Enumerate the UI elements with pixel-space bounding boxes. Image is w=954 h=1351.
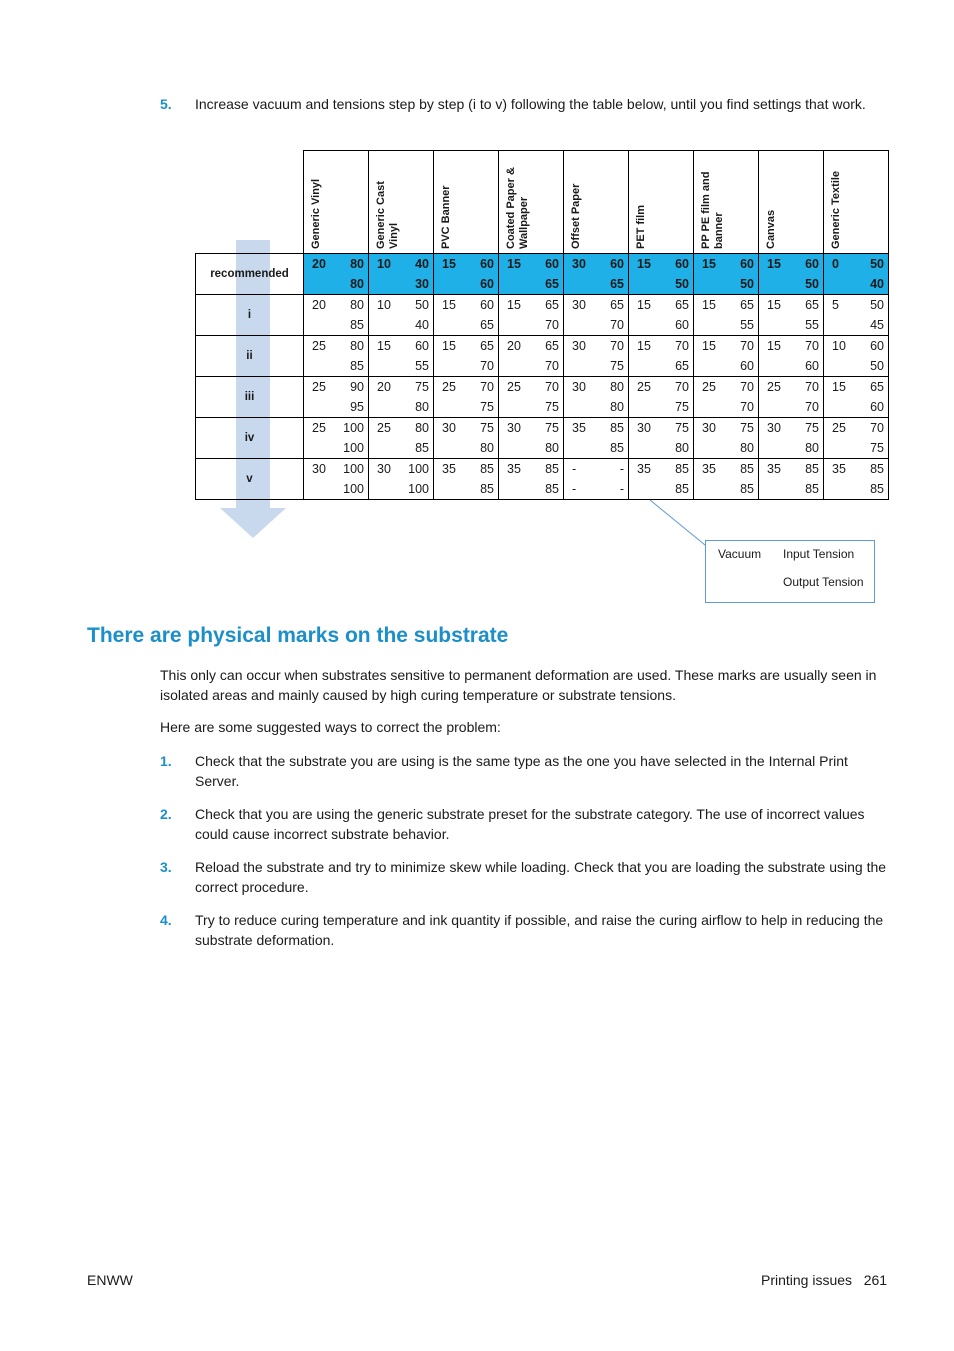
vacuum-value: 35 bbox=[637, 462, 651, 476]
input-tension-value: 75 bbox=[415, 380, 429, 394]
vacuum-value: 30 bbox=[637, 421, 651, 435]
list-item bbox=[160, 911, 890, 950]
table-cell bbox=[824, 459, 889, 500]
vacuum-value: 25 bbox=[442, 380, 456, 394]
step-number: 3. bbox=[160, 859, 172, 875]
input-tension-value: 70 bbox=[545, 380, 559, 394]
vacuum-value: 30 bbox=[572, 298, 586, 312]
table-cell bbox=[824, 377, 889, 418]
table-header-row bbox=[196, 151, 889, 254]
table-cell bbox=[499, 418, 564, 459]
output-tension-value: 80 bbox=[805, 441, 819, 455]
input-tension-value: 70 bbox=[675, 380, 689, 394]
table-cell bbox=[694, 254, 759, 295]
table-cell bbox=[434, 377, 499, 418]
output-tension-value: 40 bbox=[415, 318, 429, 332]
table-cell bbox=[304, 254, 369, 295]
table-cell bbox=[759, 459, 824, 500]
table-cell bbox=[759, 418, 824, 459]
output-tension-value: 70 bbox=[545, 318, 559, 332]
table-cell bbox=[824, 254, 889, 295]
table-cell bbox=[564, 254, 629, 295]
table-cell bbox=[694, 336, 759, 377]
vacuum-value: 35 bbox=[702, 462, 716, 476]
input-tension-value: 65 bbox=[805, 298, 819, 312]
table-cell bbox=[824, 295, 889, 336]
table-cell bbox=[434, 295, 499, 336]
vacuum-value: 15 bbox=[442, 339, 456, 353]
vacuum-value: 35 bbox=[572, 421, 586, 435]
output-tension-value: 75 bbox=[675, 400, 689, 414]
vacuum-value: 25 bbox=[312, 380, 326, 394]
input-tension-value: 75 bbox=[675, 421, 689, 435]
input-tension-value: 80 bbox=[415, 421, 429, 435]
step-text: Check that the substrate you are using is the same type as the one you have selected in the Internal Print Server. bbox=[195, 753, 848, 789]
output-tension-value: 80 bbox=[740, 441, 754, 455]
input-tension-value: 100 bbox=[343, 462, 364, 476]
column-header: PP PE film and banner bbox=[694, 151, 759, 254]
table-row bbox=[196, 377, 889, 418]
table-cell bbox=[824, 336, 889, 377]
vacuum-value: 15 bbox=[702, 298, 716, 312]
input-tension-value: 90 bbox=[350, 380, 364, 394]
vacuum-value: 25 bbox=[767, 380, 781, 394]
table-cell bbox=[629, 377, 694, 418]
table-cell bbox=[369, 254, 434, 295]
input-tension-value: 85 bbox=[805, 462, 819, 476]
footer-left: ENWW bbox=[87, 1272, 133, 1288]
table-cell bbox=[499, 336, 564, 377]
step-number: 4. bbox=[160, 912, 172, 928]
input-tension-value: 75 bbox=[545, 421, 559, 435]
table-cell bbox=[369, 336, 434, 377]
row-label: i bbox=[196, 295, 304, 336]
vacuum-value: 30 bbox=[442, 421, 456, 435]
table-cell bbox=[499, 295, 564, 336]
vacuum-value: 15 bbox=[702, 339, 716, 353]
output-tension-value: 30 bbox=[415, 277, 429, 291]
vacuum-value: 25 bbox=[312, 339, 326, 353]
table-cell bbox=[369, 459, 434, 500]
legend-output-tension: Output Tension bbox=[783, 575, 864, 589]
input-tension-value: 70 bbox=[675, 339, 689, 353]
output-tension-value: 85 bbox=[350, 359, 364, 373]
vacuum-value: 30 bbox=[572, 339, 586, 353]
column-header: PET film bbox=[629, 151, 694, 254]
vacuum-value: 10 bbox=[832, 339, 846, 353]
output-tension-value: 80 bbox=[545, 441, 559, 455]
vacuum-value: 30 bbox=[312, 462, 326, 476]
page-number: 261 bbox=[863, 1272, 888, 1288]
input-tension-value: 80 bbox=[350, 298, 364, 312]
input-tension-value: - bbox=[619, 462, 624, 476]
input-tension-value: 50 bbox=[870, 257, 884, 271]
output-tension-value: 50 bbox=[675, 277, 689, 291]
output-tension-value: 60 bbox=[805, 359, 819, 373]
vacuum-value: 10 bbox=[377, 257, 391, 271]
input-tension-value: 60 bbox=[480, 298, 494, 312]
table-row bbox=[196, 336, 889, 377]
input-tension-value: 60 bbox=[805, 257, 819, 271]
vacuum-value: 15 bbox=[767, 298, 781, 312]
input-tension-value: 70 bbox=[870, 421, 884, 435]
output-tension-value: 75 bbox=[610, 359, 624, 373]
column-header: Canvas bbox=[759, 151, 824, 254]
legend-box bbox=[705, 540, 875, 603]
table-cell bbox=[499, 254, 564, 295]
output-tension-value: 65 bbox=[480, 318, 494, 332]
input-tension-value: 65 bbox=[545, 339, 559, 353]
output-tension-value: 50 bbox=[805, 277, 819, 291]
output-tension-value: 75 bbox=[545, 400, 559, 414]
input-tension-value: 85 bbox=[610, 421, 624, 435]
vacuum-value-2: - bbox=[572, 482, 577, 496]
vacuum-value: 15 bbox=[442, 257, 456, 271]
input-tension-value: 70 bbox=[740, 339, 754, 353]
input-tension-value: 50 bbox=[415, 298, 429, 312]
output-tension-value: 85 bbox=[675, 482, 689, 496]
input-tension-value: 85 bbox=[740, 462, 754, 476]
vacuum-value: 5 bbox=[832, 298, 839, 312]
table-row bbox=[196, 295, 889, 336]
vacuum-value: 25 bbox=[702, 380, 716, 394]
list-item bbox=[160, 805, 890, 844]
input-tension-value: 60 bbox=[675, 257, 689, 271]
vacuum-value: 20 bbox=[312, 298, 326, 312]
step-text: Increase vacuum and tensions step by step (i to v) following the table below, until you find settings that work. bbox=[195, 96, 866, 112]
input-tension-value: 40 bbox=[415, 257, 429, 271]
output-tension-value: 60 bbox=[675, 318, 689, 332]
footer-right bbox=[761, 1272, 887, 1288]
output-tension-value: 80 bbox=[610, 400, 624, 414]
column-header: Generic Vinyl bbox=[304, 151, 369, 254]
step-text: Check that you are using the generic substrate preset for the substrate category. The use of incorrect values could cause incorrect substrate behavior. bbox=[195, 806, 865, 842]
output-tension-value: 70 bbox=[805, 400, 819, 414]
output-tension-value: 85 bbox=[350, 318, 364, 332]
output-tension-value: 55 bbox=[740, 318, 754, 332]
step-number: 5. bbox=[160, 96, 172, 112]
list-item bbox=[160, 752, 890, 791]
input-tension-value: 80 bbox=[610, 380, 624, 394]
table-cell bbox=[499, 377, 564, 418]
table-cell bbox=[694, 295, 759, 336]
table-cell bbox=[564, 459, 629, 500]
vacuum-value: 35 bbox=[507, 462, 521, 476]
output-tension-value: 95 bbox=[350, 400, 364, 414]
input-tension-value: 70 bbox=[805, 380, 819, 394]
vacuum-value: 15 bbox=[507, 298, 521, 312]
input-tension-value: 65 bbox=[740, 298, 754, 312]
output-tension-value: 65 bbox=[545, 277, 559, 291]
recommended-row bbox=[196, 254, 889, 295]
input-tension-value: 50 bbox=[870, 298, 884, 312]
vacuum-value: 20 bbox=[377, 380, 391, 394]
input-tension-value: 60 bbox=[480, 257, 494, 271]
vacuum-value: 15 bbox=[637, 257, 651, 271]
input-tension-value: 70 bbox=[610, 339, 624, 353]
vacuum-value: 25 bbox=[377, 421, 391, 435]
paragraph: Here are some suggested ways to correct the problem: bbox=[160, 719, 501, 735]
vacuum-value: 25 bbox=[832, 421, 846, 435]
input-tension-value: 75 bbox=[480, 421, 494, 435]
input-tension-value: 65 bbox=[870, 380, 884, 394]
list-item bbox=[160, 858, 890, 897]
output-tension-value: 80 bbox=[675, 441, 689, 455]
row-label: recommended bbox=[196, 254, 304, 295]
footer-section: Printing issues bbox=[761, 1272, 853, 1288]
table-cell bbox=[564, 295, 629, 336]
input-tension-value: 100 bbox=[343, 421, 364, 435]
column-header: PVC Banner bbox=[434, 151, 499, 254]
output-tension-value: 55 bbox=[805, 318, 819, 332]
output-tension-value: 75 bbox=[480, 400, 494, 414]
output-tension-value: 85 bbox=[805, 482, 819, 496]
table-cell bbox=[759, 336, 824, 377]
step-number: 1. bbox=[160, 753, 172, 769]
table-cell bbox=[434, 254, 499, 295]
table-cell bbox=[369, 295, 434, 336]
settings-table bbox=[195, 150, 889, 500]
input-tension-value: 60 bbox=[415, 339, 429, 353]
legend-input-tension: Input Tension bbox=[783, 547, 855, 561]
input-tension-value: 75 bbox=[805, 421, 819, 435]
output-tension-value: 70 bbox=[740, 400, 754, 414]
output-tension-value: 60 bbox=[740, 359, 754, 373]
vacuum-value: 15 bbox=[507, 257, 521, 271]
vacuum-value: 25 bbox=[507, 380, 521, 394]
column-header: Generic Textile bbox=[824, 151, 889, 254]
vacuum-value: 20 bbox=[507, 339, 521, 353]
vacuum-value: 15 bbox=[442, 298, 456, 312]
step-text: Try to reduce curing temperature and ink quantity if possible, and raise the curing airflow to help in reducing the substrate deformation. bbox=[195, 912, 884, 948]
vacuum-value: 30 bbox=[507, 421, 521, 435]
row-label: v bbox=[196, 459, 304, 500]
output-tension-value: 100 bbox=[343, 441, 364, 455]
output-tension-value: 80 bbox=[415, 400, 429, 414]
output-tension-value: 40 bbox=[870, 277, 884, 291]
input-tension-value: 65 bbox=[610, 298, 624, 312]
vacuum-value: 0 bbox=[832, 257, 839, 271]
step-text: Reload the substrate and try to minimize skew while loading. Check that you are loading the substrate using the correct procedure. bbox=[195, 859, 887, 895]
output-tension-value: 85 bbox=[870, 482, 884, 496]
input-tension-value: 65 bbox=[480, 339, 494, 353]
vacuum-value: 35 bbox=[832, 462, 846, 476]
step-number: 2. bbox=[160, 806, 172, 822]
output-tension-value: 60 bbox=[480, 277, 494, 291]
output-tension-value: 70 bbox=[480, 359, 494, 373]
vacuum-value: 30 bbox=[572, 380, 586, 394]
input-tension-value: 80 bbox=[350, 257, 364, 271]
output-tension-value: - bbox=[619, 482, 624, 496]
table-cell bbox=[694, 418, 759, 459]
row-label: iv bbox=[196, 418, 304, 459]
row-label: iii bbox=[196, 377, 304, 418]
table-cell bbox=[759, 295, 824, 336]
input-tension-value: 70 bbox=[805, 339, 819, 353]
vacuum-value: 35 bbox=[442, 462, 456, 476]
table-cell bbox=[629, 295, 694, 336]
output-tension-value: 75 bbox=[870, 441, 884, 455]
column-header: Offset Paper bbox=[564, 151, 629, 254]
output-tension-value: 80 bbox=[480, 441, 494, 455]
output-tension-value: 85 bbox=[480, 482, 494, 496]
table-cell bbox=[304, 295, 369, 336]
table-cell bbox=[304, 418, 369, 459]
input-tension-value: 85 bbox=[870, 462, 884, 476]
output-tension-value: 55 bbox=[415, 359, 429, 373]
input-tension-value: 65 bbox=[675, 298, 689, 312]
table-cell bbox=[694, 377, 759, 418]
input-tension-value: 65 bbox=[545, 298, 559, 312]
output-tension-value: 45 bbox=[870, 318, 884, 332]
output-tension-value: 65 bbox=[675, 359, 689, 373]
column-header: Coated Paper & Wallpaper bbox=[499, 151, 564, 254]
table-cell bbox=[694, 459, 759, 500]
output-tension-value: 70 bbox=[545, 359, 559, 373]
table-cell bbox=[759, 377, 824, 418]
vacuum-value: 30 bbox=[377, 462, 391, 476]
input-tension-value: 70 bbox=[480, 380, 494, 394]
output-tension-value: 65 bbox=[610, 277, 624, 291]
vacuum-value: 15 bbox=[832, 380, 846, 394]
vacuum-value: 15 bbox=[767, 339, 781, 353]
table-cell bbox=[304, 336, 369, 377]
output-tension-value: 85 bbox=[545, 482, 559, 496]
row-label: ii bbox=[196, 336, 304, 377]
paragraph: This only can occur when substrates sensitive to permanent deformation are used. These marks are usually seen in isolated areas and mainly caused by high curing temperature or substrate tensions. bbox=[160, 667, 877, 703]
input-tension-value: 100 bbox=[408, 462, 429, 476]
vacuum-value: 15 bbox=[767, 257, 781, 271]
output-tension-value: 85 bbox=[415, 441, 429, 455]
table-cell bbox=[564, 418, 629, 459]
table-cell bbox=[629, 459, 694, 500]
input-tension-value: 60 bbox=[610, 257, 624, 271]
input-tension-value: 75 bbox=[740, 421, 754, 435]
output-tension-value: 50 bbox=[870, 359, 884, 373]
input-tension-value: 60 bbox=[545, 257, 559, 271]
table-cell bbox=[629, 336, 694, 377]
input-tension-value: 60 bbox=[870, 339, 884, 353]
vacuum-value: 15 bbox=[702, 257, 716, 271]
vacuum-value: - bbox=[572, 462, 577, 476]
vacuum-value: 30 bbox=[702, 421, 716, 435]
table-cell bbox=[499, 459, 564, 500]
output-tension-value: 85 bbox=[740, 482, 754, 496]
vacuum-value: 30 bbox=[572, 257, 586, 271]
table-cell bbox=[434, 418, 499, 459]
vacuum-value: 25 bbox=[637, 380, 651, 394]
output-tension-value: 80 bbox=[350, 277, 364, 291]
table-cell bbox=[629, 254, 694, 295]
section-heading: There are physical marks on the substrate bbox=[87, 624, 509, 647]
table-cell bbox=[304, 459, 369, 500]
table-row bbox=[196, 459, 889, 500]
output-tension-value: 85 bbox=[610, 441, 624, 455]
output-tension-value: 60 bbox=[870, 400, 884, 414]
table-cell bbox=[629, 418, 694, 459]
table-cell bbox=[759, 254, 824, 295]
table-cell bbox=[434, 336, 499, 377]
input-tension-value: 70 bbox=[740, 380, 754, 394]
vacuum-value: 10 bbox=[377, 298, 391, 312]
table-cell bbox=[369, 418, 434, 459]
table-cell bbox=[824, 418, 889, 459]
vacuum-value: 20 bbox=[312, 257, 326, 271]
input-tension-value: 85 bbox=[545, 462, 559, 476]
header-corner bbox=[196, 151, 304, 254]
vacuum-value: 30 bbox=[767, 421, 781, 435]
vacuum-value: 35 bbox=[767, 462, 781, 476]
output-tension-value: 50 bbox=[740, 277, 754, 291]
table-cell bbox=[564, 336, 629, 377]
vacuum-value: 15 bbox=[637, 339, 651, 353]
column-header: Generic Cast Vinyl bbox=[369, 151, 434, 254]
legend-vacuum: Vacuum bbox=[718, 547, 762, 561]
table-row bbox=[196, 418, 889, 459]
vacuum-value: 15 bbox=[377, 339, 391, 353]
table-cell bbox=[369, 377, 434, 418]
input-tension-value: 60 bbox=[740, 257, 754, 271]
input-tension-value: 85 bbox=[480, 462, 494, 476]
intro-step bbox=[160, 95, 890, 115]
input-tension-value: 85 bbox=[675, 462, 689, 476]
output-tension-value: 100 bbox=[343, 482, 364, 496]
vacuum-value: 25 bbox=[312, 421, 326, 435]
output-tension-value: 100 bbox=[408, 482, 429, 496]
table-cell bbox=[564, 377, 629, 418]
output-tension-value: 70 bbox=[610, 318, 624, 332]
table-cell bbox=[434, 459, 499, 500]
vacuum-value: 15 bbox=[637, 298, 651, 312]
input-tension-value: 80 bbox=[350, 339, 364, 353]
table-cell bbox=[304, 377, 369, 418]
